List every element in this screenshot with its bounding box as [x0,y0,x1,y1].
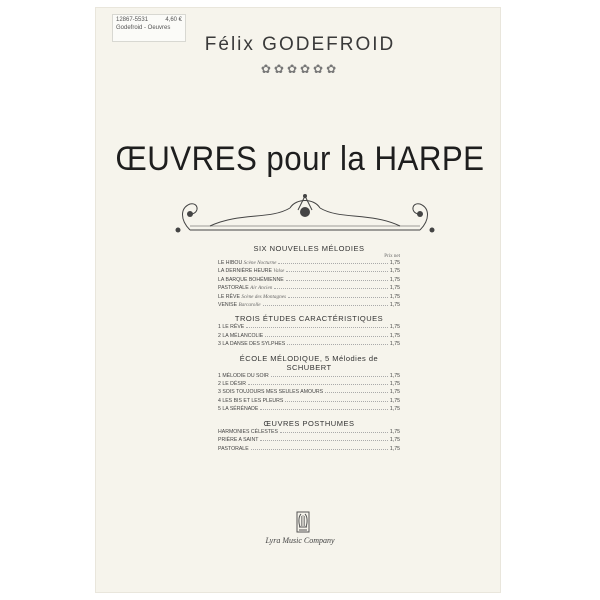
list-item: 1 LE RÊVE 1,75 [218,324,400,331]
ornament-divider-icon [170,190,440,240]
list-item: LE RÊVE Scène des Montagnes 1,75 [218,293,400,300]
contents-list [218,244,400,453]
list-item: HARMONIES CÉLESTES 1,75 [218,428,400,435]
section-title-ecole-melodique: ÉCOLE MÉLODIQUE, 5 Mélodies de SCHUBERT [239,353,379,372]
list-item: LA DERNIÈRE HEURE Valse 1,75 [218,268,400,275]
section-title-trois-etudes: TROIS ÉTUDES CARACTÉRISTIQUES [234,314,384,324]
publisher-name: Lyra Music Company [265,536,335,545]
list-item: 5 LA SÉRÉNADE 1,75 [218,406,400,413]
list-item: 2 LE DÉSIR 1,75 [218,381,400,388]
list-item: LE HIBOU Scène Nocturne 1,75 [218,260,400,266]
composer-name: Félix GODEFROID [204,34,396,55]
list-item: PRIÈRE A SAINT 1,75 [218,437,400,444]
list-item: 1 MÉLODIE DU SOIR 1,75 [218,372,400,379]
sticker-price: 4,60 € [165,17,182,23]
page-title: ŒUVRES pour la HARPE [115,140,485,178]
list-item: PASTORALE 1,75 [218,445,400,452]
list-item: PASTORALE Air Ancien 1,75 [218,285,400,292]
list-item: 4 LES BIS ET LES PLEURS 1,75 [218,397,400,404]
lyre-logo-icon [296,511,310,533]
sticker-catalog-number: 12867-5531 [116,17,149,23]
list-item: VENISE Barcarolle 1,75 [218,302,400,309]
section-title-nouvelles-melodies: SIX NOUVELLES MÉLODIES [253,244,365,253]
list-item: 2 LA MÉLANCOLIE 1,75 [218,332,400,339]
section-title-oeuvres-posthumes: ŒUVRES POSTHUMES [263,418,355,428]
list-item: LA BARQUE BOHÉMIENNE 1,75 [218,276,400,283]
decorative-stars: ✿✿✿✿✿✿ [260,62,340,76]
list-item: 3 SOIS TOUJOURS MES SEULES AMOURS 1,75 [218,389,400,396]
sticker-description: Godefroid - Oeuvres [116,25,171,31]
price-column-header: Prix net [384,254,400,259]
list-item: 3 LA DANSE DES SYLPHES 1,75 [218,341,400,348]
